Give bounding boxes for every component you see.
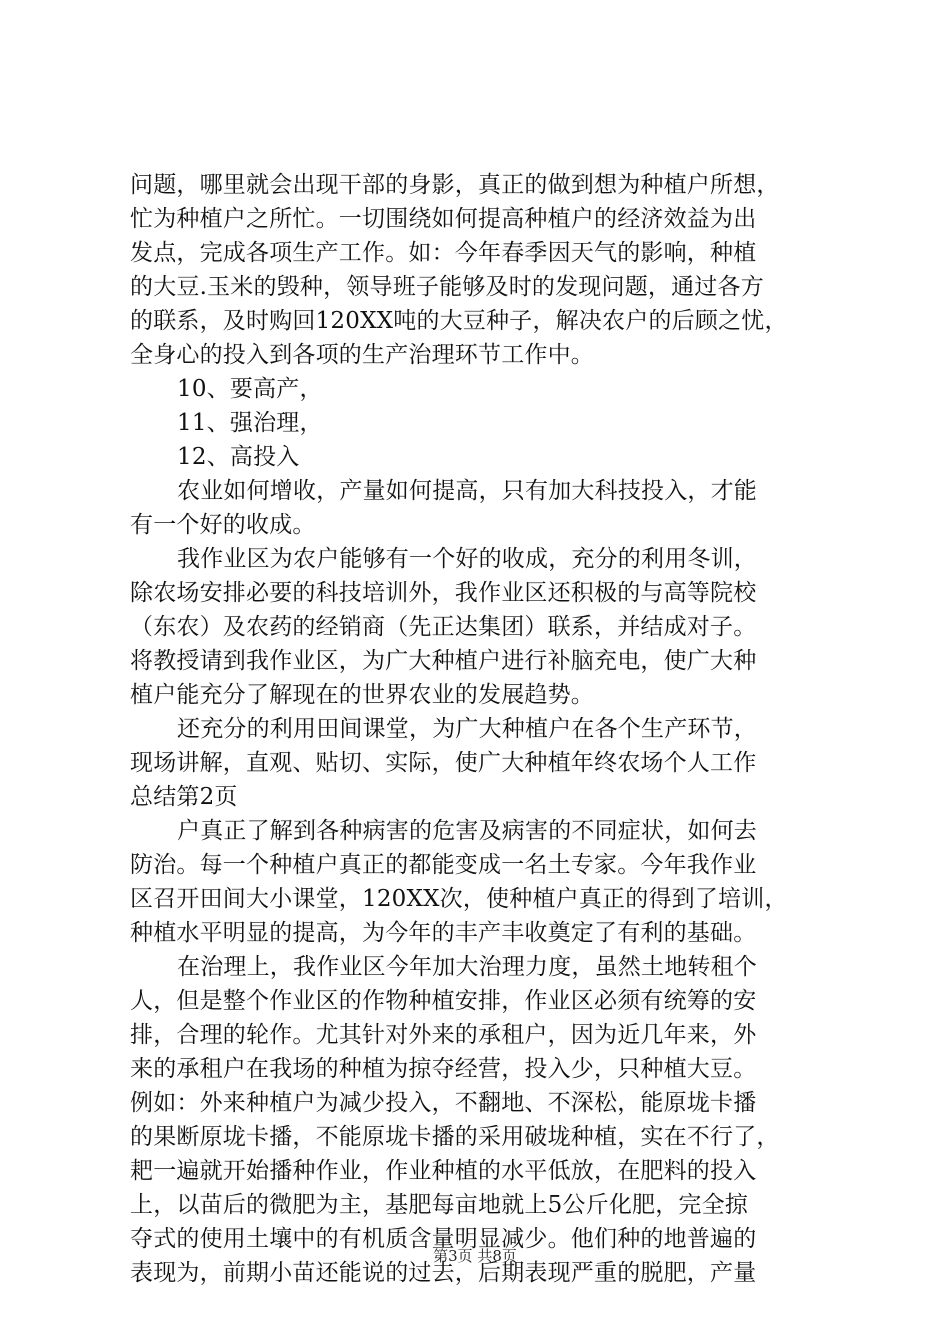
text-line: 来的承租户在我场的种植为掠夺经营，投入少，只种植大豆。 — [130, 1056, 757, 1082]
text-line: 11、强治理， — [177, 410, 323, 436]
text-line: 防治。每一个种植户真正的都能变成一名土专家。今年我作业 — [130, 852, 757, 878]
text-line: 户真正了解到各种病害的危害及病害的不同症状，如何去 — [177, 818, 757, 844]
page-number-footer: 第3页 共8页 — [433, 1247, 517, 1265]
text-line: 除农场安排必要的科技培训外，我作业区还积极的与高等院校 — [130, 580, 757, 606]
text-line: 忙为种植户之所忙。一切围绕如何提高种植户的经济效益为出 — [130, 206, 757, 232]
text-line: 耙一遍就开始播种作业，作业种植的水平低放，在肥料的投入 — [130, 1158, 757, 1184]
text-line: 的果断原垅卡播，不能原垅卡播的采用破垅种植，实在不行了， — [130, 1124, 780, 1150]
text-line: 农业如何增收，产量如何提高，只有加大科技投入，才能 — [177, 478, 757, 504]
text-line: 还充分的利用田间课堂，为广大种植户在各个生产环节， — [177, 716, 757, 742]
text-line: 我作业区为农户能够有一个好的收成，充分的利用冬训， — [177, 546, 757, 572]
text-line: 例如：外来种植户为减少投入，不翻地、不深松，能原垅卡播 — [130, 1090, 757, 1116]
text-line: 发点，完成各项生产工作。如：今年春季因天气的影响，种植 — [130, 240, 757, 266]
text-line: 总结第2页 — [130, 784, 238, 810]
text-line: 10、要高产， — [177, 376, 323, 402]
text-line: 表现为，前期小苗还能说的过去，后期表现严重的脱肥，产量 — [130, 1260, 757, 1286]
text-line: 种植水平明显的提高，为今年的丰产丰收奠定了有利的基础。 — [130, 920, 757, 946]
text-line: 将教授请到我作业区，为广大种植户进行补脑充电，使广大种 — [130, 648, 757, 674]
text-line: 植户能充分了解现在的世界农业的发展趋势。 — [130, 682, 594, 708]
text-line: 在治理上，我作业区今年加大治理力度，虽然土地转租个 — [177, 954, 757, 980]
text-line: 上，以苗后的微肥为主，基肥每亩地就上5公斤化肥，完全掠 — [130, 1192, 749, 1218]
body-text — [130, 168, 835, 1290]
text-line: 问题，哪里就会出现干部的身影，真正的做到想为种植户所想， — [130, 172, 780, 198]
text-line: 全身心的投入到各项的生产治理环节工作中。 — [130, 342, 594, 368]
text-line: 的大豆.玉米的毁种，领导班子能够及时的发现问题，通过各方 — [130, 274, 764, 300]
text-line: 12、高投入 — [177, 444, 300, 470]
text-line: 的联系，及时购回120XX吨的大豆种子，解决农户的后顾之忧， — [130, 308, 788, 334]
text-line: 有一个好的收成。 — [130, 512, 316, 538]
text-line: （东农）及农药的经销商（先正达集团）联系，并结成对子。 — [130, 614, 757, 640]
text-line: 夺式的使用土壤中的有机质含量明显减少。他们种的地普遍的 — [130, 1226, 757, 1252]
text-line: 排，合理的轮作。尤其针对外来的承租户，因为近几年来，外 — [130, 1022, 757, 1048]
text-line: 区召开田间大小课堂，120XX次，使种植户真正的得到了培训， — [130, 886, 788, 912]
text-line: 人，但是整个作业区的作物种植安排，作业区必须有统筹的安 — [130, 988, 757, 1014]
text-line: 现场讲解，直观、贴切、实际，使广大种植年终农场个人工作 — [130, 750, 757, 776]
